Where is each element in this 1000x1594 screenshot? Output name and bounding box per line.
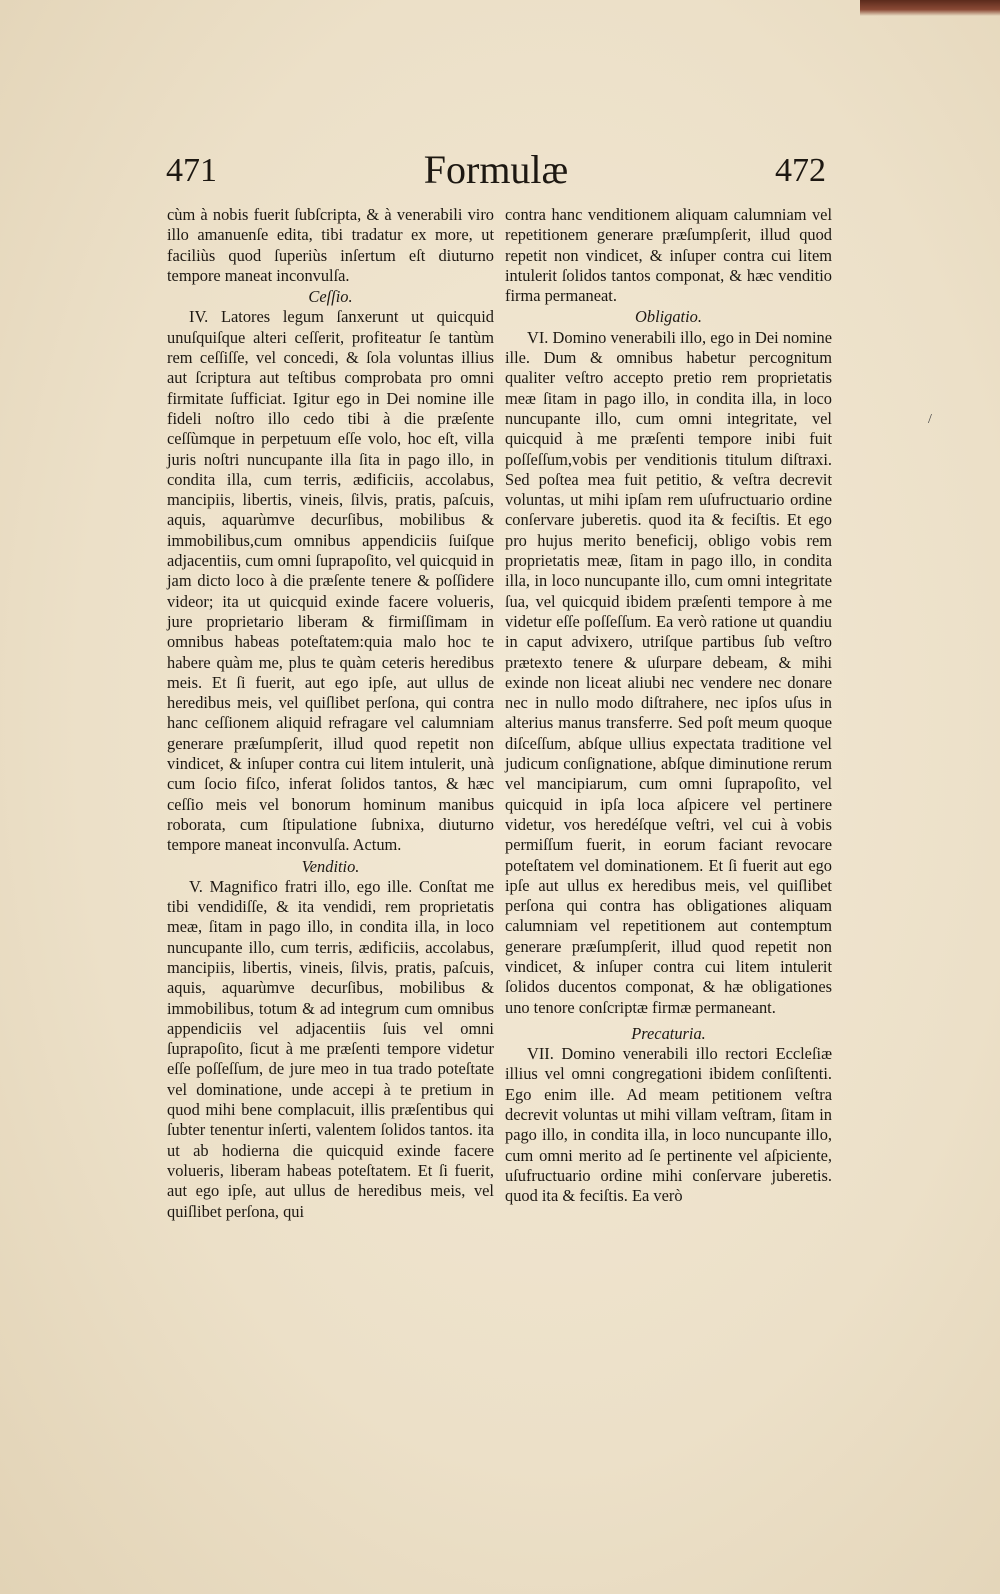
section-heading-cessio: Ceſſio. bbox=[308, 287, 353, 307]
left-intro-text: cùm à nobis fuerit ſubſcripta, & à venerabili viro illo amanuenſe edita, tibi tradatur ex more, ut faciliùs quod ſuperiùs inſertum eſt diuturno tempore maneat inconvulſa. bbox=[167, 205, 494, 285]
right-column bbox=[505, 205, 832, 1207]
paragraph-v: V. Magnifico fratri illo, ego ille. Conſtat me tibi vendidiſſe, & ita vendidi, rem proprietatis meæ, ſitam in pago illo, in condita illa, in loco nuncupante illo, cum terris, ædificiis, accolabus, mancipiis, libertis, vineis, ſilvis, pratis, paſcuis, aquis, aquarùmve decurſibus, mobilibus & immobilibus, totum & ad integrum cum omnibus appendiciis vel adjacentiis ſuis vel omni ſuprapoſito, ſicut à me præſenti tempore videtur eſſe poſſeſſum, de jure meo in tua trado poteſtate vel dominatione, unde accepi à te pretium in quod mihi bene complacuit, illis præſentibus qui ſubter tenentur inſerti, valentem ſolidos tantos. ita ut ab hodierna die quicquid exinde facere volueris, liberam habeas poteſtatem. Et ſi fuerit, aut ego ipſe, aut ullus de heredibus meis, vel quiſlibet perſona, qui bbox=[167, 876, 494, 1221]
section-heading-venditio: Venditio. bbox=[301, 856, 360, 876]
right-intro-text: contra hanc venditionem aliquam calumniam vel repetitionem generare præſumpſerit, illud quod repetit non vindicet, & inſuper contra cui litem intulerit ſolidos tantos componat, & hæc venditio firma permaneat. bbox=[505, 205, 832, 306]
left-column bbox=[167, 205, 494, 1222]
page-number-right: 472 bbox=[775, 152, 826, 189]
page-number-left: 471 bbox=[166, 152, 217, 189]
section-heading-precaturia: Precaturia. bbox=[631, 1023, 706, 1043]
paragraph-vii: VII. Domino venerabili illo rectori Eccleſiæ illius vel omni congregationi ibidem conſiſtenti. Ego enim ille. Ad meam petitionem veſtra decrevit voluntas ut mihi villam veſtram, ſitam in pago illo, in condita illa, in loco nuncupante illo, cum omni merito ad ſe pertinente vel aſpiciente, uſufructuario ordine mihi conſervare juberetis. quod ita & feciſtis. Ea verò bbox=[505, 1044, 832, 1206]
running-title: Formulæ bbox=[423, 147, 569, 192]
paragraph-iv: IV. Latores legum ſanxerunt ut quicquid unuſquiſque alteri ceſſerit, profiteatur ſe tantùm rem ceſſiſſe, vel concedi, & ſola voluntas illius aut ſcriptura aut teſtibus comprobata pro omni firmitate ſufficiat. Igitur ego in Dei nomine ille fideli noſtro illo cedo tibi à die præſente ceſſùmque in perpetuum eſſe volo, hoc eſt, villa juris noſtri nuncupante illa ſita in pago illo, in condita illa, cum terris, ædificiis, accolabus, mancipiis, libertis, vineis, ſilvis, pratis, paſcuis, aquis, aquarùmve decurſibus, mobilibus & immobilibus,cum omnibus appendiciis ſuiſque adjacentiis, cum omni ſuprapoſito, vel quicquid in jam dicto loco à die præſente tenere & poſſidere videor; ita ut quicquid exinde facere volueris, jure proprietario liberam & firmiſſimam in omnibus habeas poteſtatem:quia malo hoc te habere quàm me, plus te quàm ceteris heredibus meis. Et ſi fuerit, aut ego ipſe, aut ullus de heredibus meis, vel quiſlibet perſona, qui contra hanc ceſſionem aliquid refragare vel calumniam generare præſumpſerit, illud quod repetit non vindicet, & inſuper contra cui litem intulerit, unà cum ſocio fiſco, inferat ſolidos tantos, & hæc ceſſio meis vel bonorum hominum manibus roborata, cum ſtipulatione ſubnixa, diuturno tempore maneat inconvulſa. Actum. bbox=[167, 307, 494, 855]
margin-stroke-mark: / bbox=[928, 412, 932, 427]
page-corner-shadow bbox=[860, 0, 1000, 16]
paragraph-vi: VI. Domino venerabili illo, ego in Dei nomine ille. Dum & omnibus habetur percognitum qualiter veſtro accepto pretio rem proprietatis meæ ſitam in pago illo, in condita illa, in loco nuncupante illo, cum omni integritate, vel quicquid à me præſenti tempore inibi fuit poſſeſſum,vobis per venditionis titulum diſtraxi. Sed poſtea mea fuit petitio, & veſtra decrevit voluntas, ut mihi ipſam rem uſufructuario ordine conſervare juberetis. quod ita & feciſtis. Et ego pro hujus merito beneficij, obligo vobis rem proprietatis meæ, ſitam in pago illo, in condita illa, in loco nuncupante illo, cum omni integritate ſua, vel quicquid ibidem præſenti tempore à me videtur eſſe poſſeſſum. Ea verò ratione ut quandiu in caput advixero, utriſque partibus ſub veſtro prætexto tenere & uſurpare debeam, & mihi exinde non liceat aliubi nec vendere nec donare nec in nullo modo diſtrahere, nec ipſos uſus in alterius manus transferre. Sed poſt meum quoque diſceſſum, abſque ullius expectata traditione vel judicum conſignatione, abſque diminutione rerum vel mancipiarum, cum omni ſuprapoſito, vel quicquid in ipſa loca aſpicere vel pertinere videtur, vos heredéſque veſtri, vel cui à vobis permiſſum fuerit, in eorum faciant revocare poteſtatem vel dominationem. Et ſi fuerit aut ego ipſe aut ullus ex heredibus meis, vel quiſlibet perſona qui contra has obligationes aliquam calumniam vel repetitionem aut contemptum generare præſumpſerit, illud quod repetit non vindicet, & inſuper contra cui litem intulerit ſolidos ducentos componat, & hæ obligationes uno tenore conſcriptæ firmæ permaneant. bbox=[505, 327, 832, 1017]
page-header bbox=[166, 146, 826, 196]
section-heading-obligatio: Obligatio. bbox=[635, 307, 702, 327]
